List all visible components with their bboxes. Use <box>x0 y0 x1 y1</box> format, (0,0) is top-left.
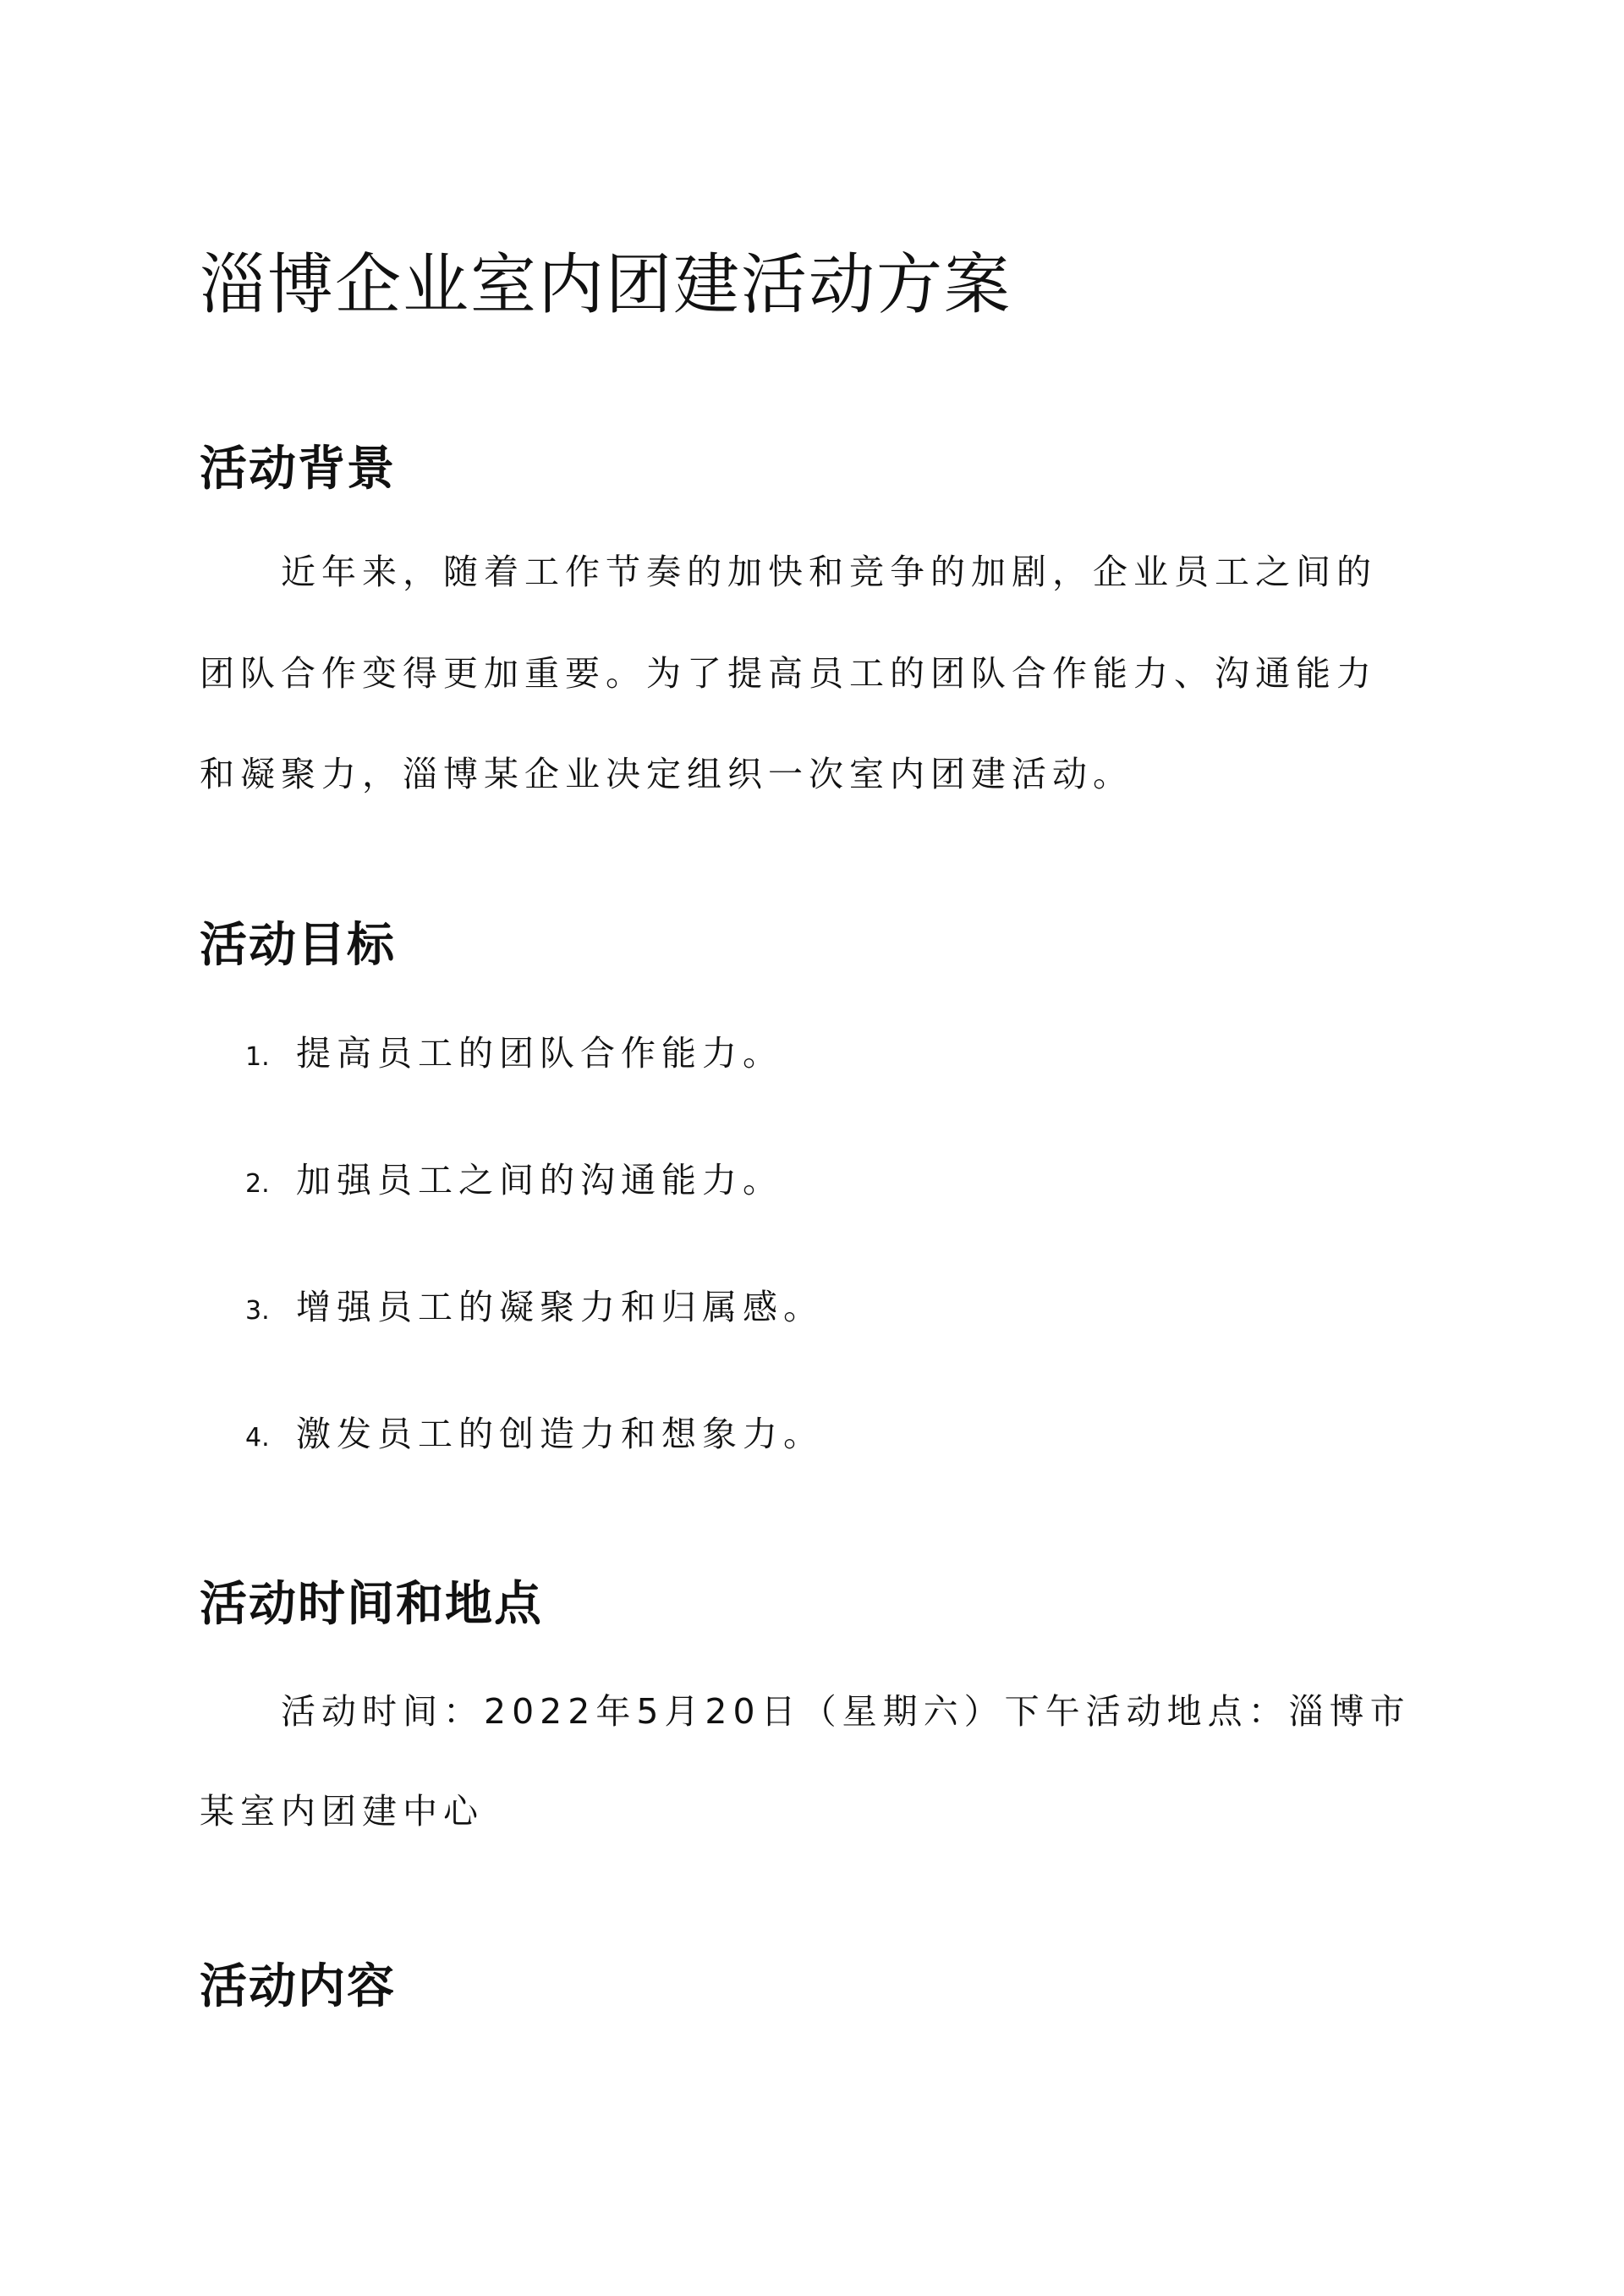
content-heading: 活动内容 <box>200 1958 396 2015</box>
list-item-text: 加强员工之间的沟通能力。 <box>296 1160 783 1200</box>
background-heading: 活动背景 <box>200 441 396 497</box>
background-line: 和凝聚力，淄博某企业决定组织一次室内团建活动。 <box>200 754 1133 794</box>
list-item-number: 2. <box>245 1169 270 1199</box>
goals-heading: 活动目标 <box>200 917 396 974</box>
time-location-line: 活动时间：2022年5月20日（星期六）下午活动地点：淄博市 <box>281 1691 1411 1732</box>
time-location-heading: 活动时间和地点 <box>200 1576 543 1633</box>
time-location-paragraph <box>200 1687 1426 1839</box>
background-paragraph <box>200 547 1426 801</box>
list-item-text: 提高员工的团队合作能力。 <box>296 1033 783 1074</box>
background-line: 近年来，随着工作节奏的加快和竞争的加剧，企业员工之间的 <box>281 552 1377 592</box>
time-location-line: 某室内团建中心 <box>200 1791 484 1832</box>
list-item-text: 增强员工的凝聚力和归属感。 <box>296 1287 824 1327</box>
list-item-text: 激发员工的创造力和想象力。 <box>296 1414 824 1454</box>
list-item-number: 3. <box>245 1296 270 1326</box>
document-title: 淄博企业室内团建活动方案 <box>200 247 1012 324</box>
list-item-number: 4. <box>245 1423 270 1453</box>
list-item-number: 1. <box>245 1042 270 1072</box>
goals-list <box>245 1029 1260 1469</box>
background-line: 团队合作变得更加重要。为了提高员工的团队合作能力、沟通能力 <box>200 653 1377 694</box>
